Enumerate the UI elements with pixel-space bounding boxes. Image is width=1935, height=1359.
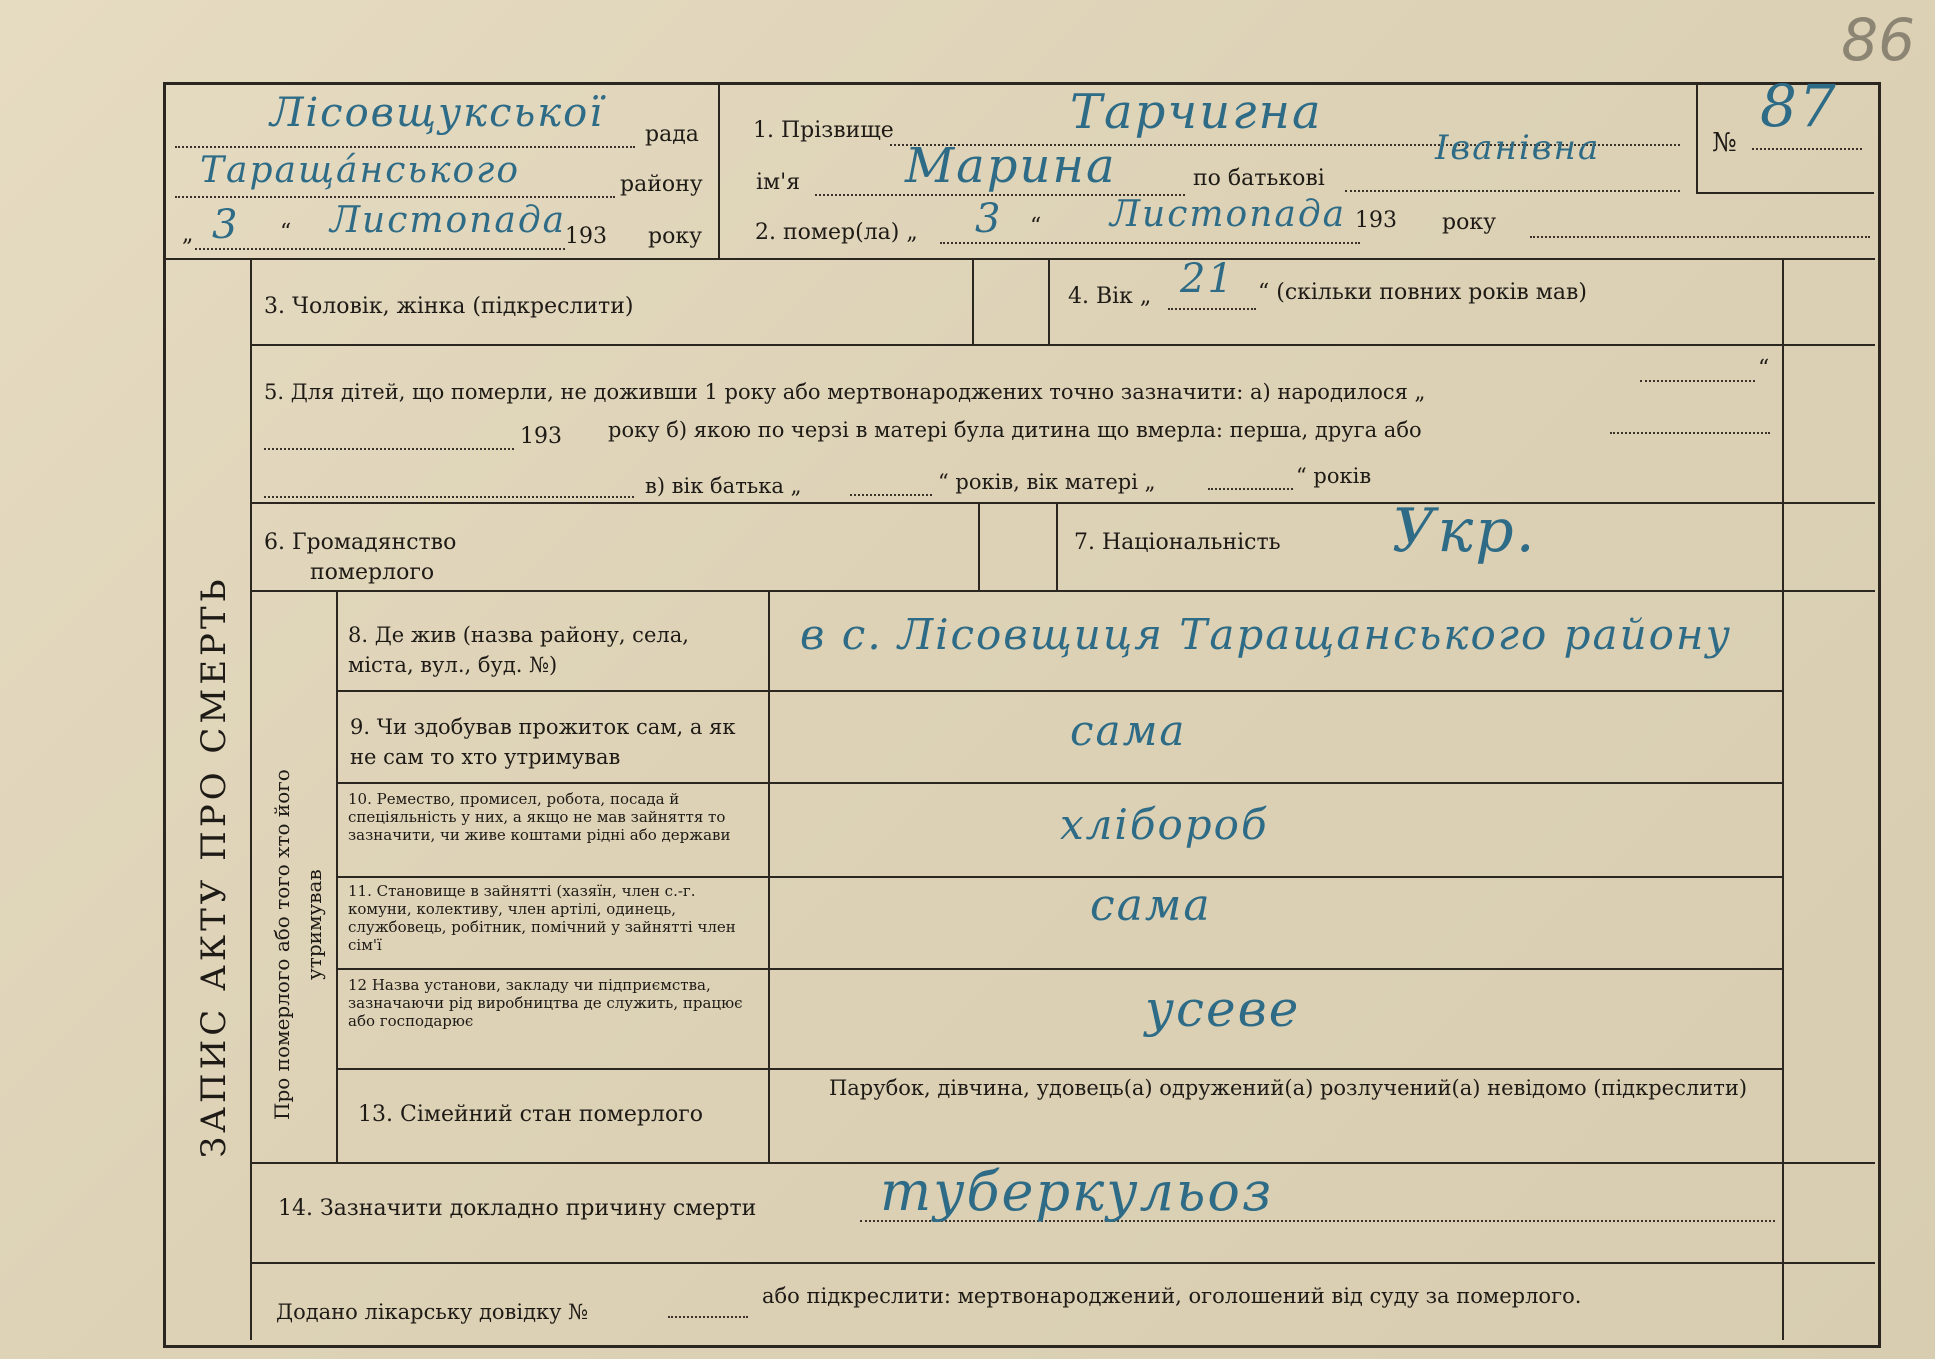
children-line-1: 5. Для дітей, що померли, не доживши 1 року або мертвонароджених точно зазначити: а) народилося „ [264, 380, 1426, 404]
citizenship-label-2: померлого [310, 560, 435, 585]
footer-text: або підкреслити: мертвонароджений, оголошений від суду за померлого. [762, 1284, 1582, 1308]
council-label: рада [645, 122, 699, 147]
district-name: Тараща́нського [200, 150, 520, 191]
cause-label: 14. Зазначити докладно причину смерти [278, 1196, 757, 1221]
side-subtitle-2: утримував [302, 869, 326, 980]
record-year: 193 [565, 224, 607, 249]
side-title: ЗАПИС АКТУ ПРО СМЕРТЬ [194, 575, 234, 1158]
surname-label: 1. Прізвище [753, 118, 894, 143]
death-month: Листопада [1110, 194, 1347, 235]
death-day: 3 [975, 196, 1003, 242]
institution-label: 12 Назва установи, закладу чи підприємства, зазначаючи рід виробництва де служить, працює або господарює [348, 976, 743, 1030]
record-number-label: № [1712, 128, 1737, 158]
citizenship-label-1: 6. Громадянство [264, 530, 457, 555]
record-month: Листопада [330, 200, 567, 241]
district-label: району [620, 172, 703, 197]
age-value: 21 [1180, 256, 1235, 302]
occupation-value: хлібороб [1060, 800, 1269, 849]
side-subtitle-1: Про померлого або того хто його [270, 769, 294, 1120]
nationality-value: Укр. [1392, 496, 1537, 566]
residence-label: 8. Де жив (назва району, села, міста, вул., буд. №) [348, 623, 689, 677]
name-value: Марина [905, 138, 1117, 194]
institution-value: усеве [1145, 980, 1301, 1038]
record-day: 3 [212, 202, 240, 248]
footer-certificate: Додано лікарську довідку № [276, 1300, 589, 1324]
marital-options: Парубок, дівчина, удовець(а) одружений(а) розлучений(а) невідомо (підкреслити) [828, 1076, 1748, 1100]
position-label: 11. Становище в зайнятті (хазяїн, член с.-г. комуни, колективу, член артілі, одинець, службовець, робітник, помічний у зайнятті член сім'ї [348, 882, 736, 954]
archive-page-number: 86 [1841, 6, 1915, 74]
council-name: Лісовщукської [270, 90, 605, 136]
age-label: 4. Вік „ [1068, 284, 1152, 309]
occupation-label: 10. Ремество, промисел, робота, посада й спеціяльність у них, а якщо не мав зайняття то зазначити, чи живе коштами рідні або держави [348, 790, 731, 844]
livelihood-value: сама [1070, 706, 1187, 755]
cause-value: туберкульоз [880, 1160, 1274, 1223]
patronymic-value: Іванівна [1435, 128, 1601, 168]
surname-value: Тарчигна [1070, 84, 1323, 140]
nationality-label: 7. Національність [1074, 530, 1281, 555]
record-number: 87 [1760, 72, 1838, 140]
marital-label: 13. Сімейний стан померлого [358, 1102, 704, 1127]
sex-label: 3. Чоловік, жінка (підкреслити) [264, 294, 634, 319]
livelihood-label: 9. Чи здобував прожиток сам, а як не сам то хто утримував [350, 715, 736, 769]
position-value: сама [1090, 880, 1212, 931]
residence-value: в с. Лісовщиця Таращанського району [800, 610, 1732, 659]
children-line-2: року б) якою по черзі в матері була дитина що вмерла: перша, друга або [608, 418, 1422, 442]
children-line-3: в) вік батька „ [645, 474, 802, 498]
